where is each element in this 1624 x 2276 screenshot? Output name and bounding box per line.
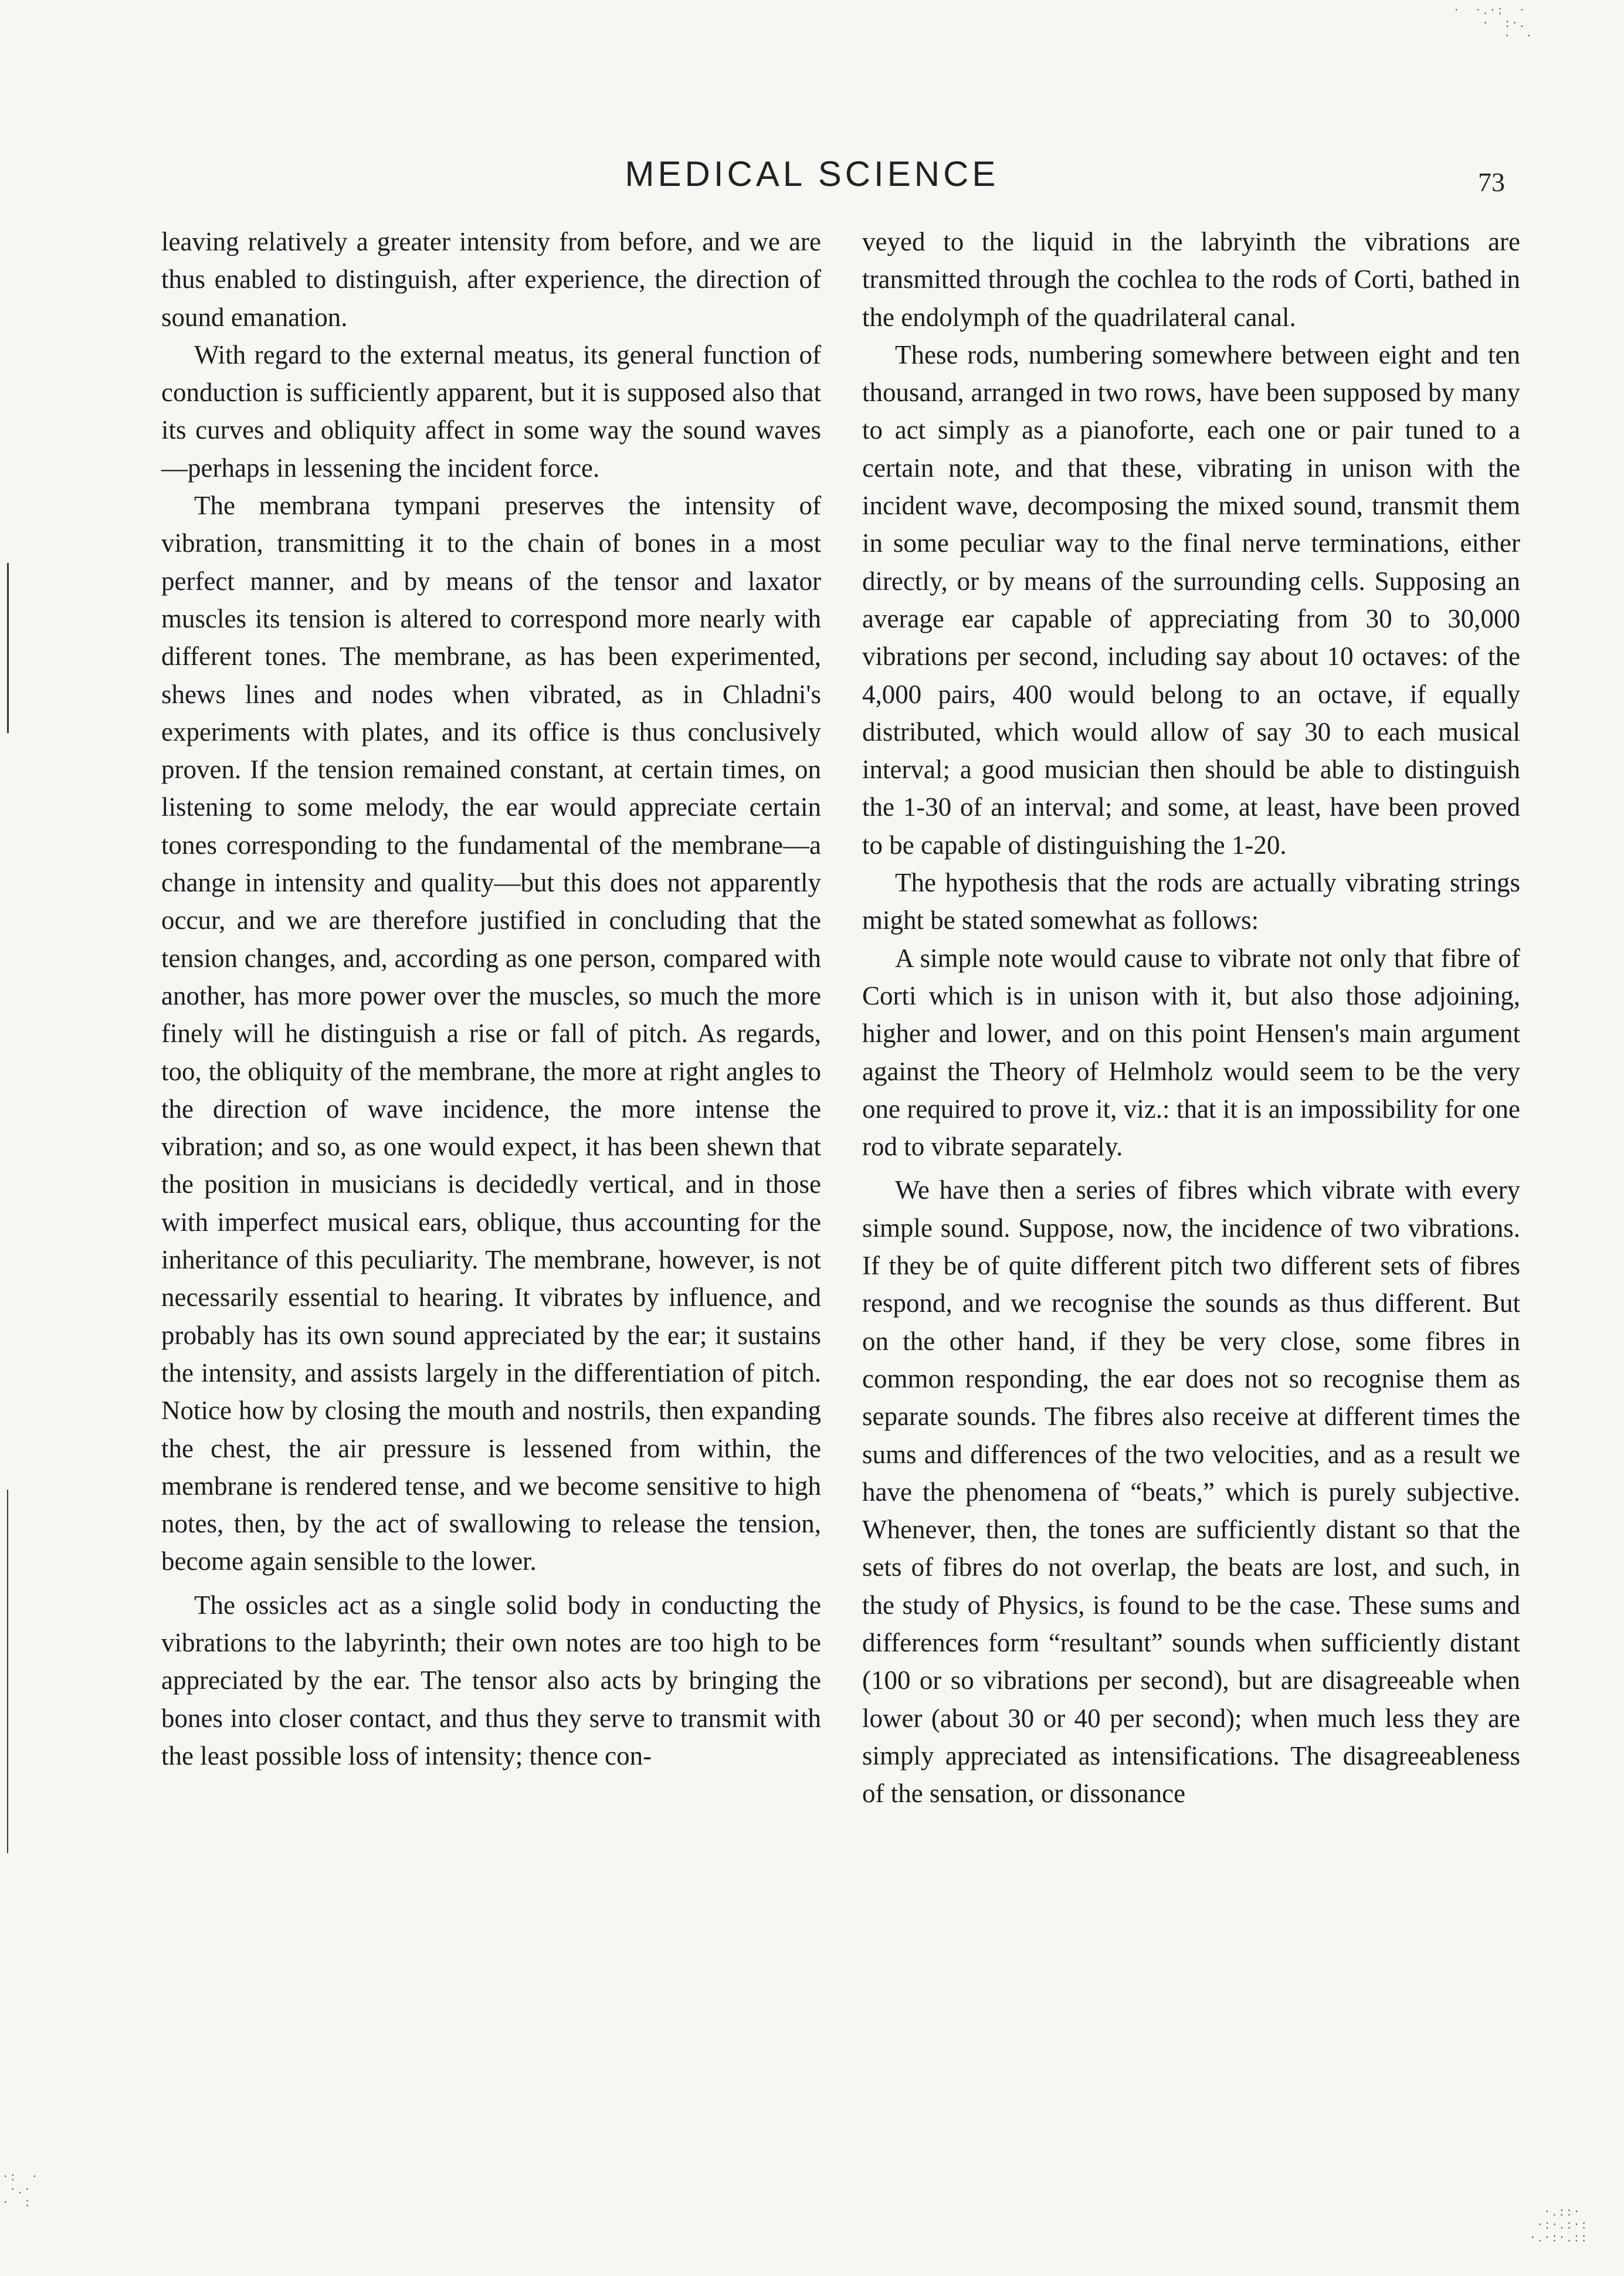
paragraph: The ossicles act as a single solid body in conducting the vibrations to the labyrinth; their own notes are too high to be appreciated by the ear. The tensor also acts by bringing the bones into closer contact, and thus they serve to transmit with the least possible loss of intensity; thence con-: [161, 1590, 821, 1770]
scan-specks-bottom-right: ·.::· ·:·.:·: ·.·:·.::: [1531, 2204, 1590, 2244]
paragraph: veyed to the liquid in the labryinth the vibrations are transmitted through the cochlea to the rods of Corti, bathed in the endolymph of the quadrilateral canal.: [862, 227, 1520, 332]
margin-mark: [7, 563, 9, 733]
paragraph: A simple note would cause to vibrate not only that fibre of Corti which is in unison with it, but also those adjoining, higher and lower, and on this point Hensen's main argument against the Theory of Helmholz would seem to be the very one required to prove it, viz.: that it is an impossibility for one rod to vibrate separately.: [862, 943, 1520, 1162]
scan-specks-bottom-left: ·: · ·.· · :: [4, 2169, 40, 2209]
paragraph: We have then a series of fibres which vibrate with every simple sound. Suppose, now, the incidence of two vibrations. If they be of quite different pitch two different sets of fibres respond, and we recognise the sounds as thus different. But on the other hand, if they be very close, some fibres in common responding, the ear does not so recognise them as separate sounds. The fibres also receive at different times the sums and differences of the two velocities, and as a result we have the phenomena of “beats,” which is purely subjective. Whenever, then, the tones are sufficiently distant so that the sets of fibres do not overlap, the beats are lost, and such, in the study of Physics, is found to be the case. These sums and differences form “resultant” sounds when sufficiently distant (100 or so vibrations per second), but are disagreeable when lower (about 30 or 40 per second); when much less they are simply appreciated as intensifications. The disagreeableness of the sensation, or dissonance: [862, 1175, 1520, 1809]
running-title: MEDICAL SCIENCE: [625, 154, 999, 194]
paragraph: These rods, numbering somewhere between eight and ten thousand, arranged in two rows, have been supposed by many to act simply as a pianoforte, each one or pair tuned to a certain note, and that these, vibrating in unison with the incident wave, decomposing the mixed sound, transmit them in some peculiar way to the final nerve terminations, either directly, or by means of the surrounding cells. Supposing an average ear capable of appreciating from 30 to 30,000 vibrations per second, including say about 10 octaves: of the 4,000 pairs, 400 would belong to an octave, if equally distributed, which would allow of say 30 to each musical interval; a good musician then should be able to distinguish the 1-30 of an interval; and some, at least, have been proved to be capable of distinguishing the 1-20.: [862, 340, 1520, 860]
margin-mark: [7, 1490, 8, 1853]
page-header: [0, 154, 1624, 201]
page-number: 73: [1478, 167, 1505, 197]
left-column: [161, 223, 821, 1775]
paragraph: leaving relatively a greater intensity from before, and we are thus enabled to distinguish, after experience, the direction of sound emanation.: [161, 227, 821, 332]
scan-specks-top-right: · ·.·: · · :·. · ·: [1455, 3, 1534, 43]
paragraph: With regard to the external meatus, its general function of conduction is sufficiently apparent, but it is supposed also that its curves and obliquity affect in some way the sound waves—perhaps in lessening the incident force.: [161, 340, 821, 483]
paragraph: The hypothesis that the rods are actually vibrating strings might be stated somewhat as follows:: [862, 868, 1520, 935]
right-column: [862, 223, 1520, 1812]
paragraph: The membrana tympani preserves the intensity of vibration, transmitting it to the chain of bones in a most perfect manner, and by means of the tensor and laxator muscles its tension is altered to correspond more nearly with different tones. The membrane, as has been experimented, shews lines and nodes when vibrated, as in Chladni's experiments with plates, and its office is thus conclusively proven. If the tension remained constant, at certain times, on listening to some melody, the ear would appreciate certain tones corresponding to the fundamental of the membrane—a change in intensity and quality—but this does not apparently occur, and we are therefore justified in concluding that the tension changes, and, according as one person, compared with another, has more power over the muscles, so much the more finely will he distinguish a rise or fall of pitch. As regards, too, the obliquity of the membrane, the more at right angles to the direction of wave incidence, the more intense the vibration; and so, as one would expect, it has been shewn that the position in musicians is decidedly vertical, and in those with imperfect musical ears, oblique, thus accounting for the inheritance of this peculiarity. The membrane, however, is not necessarily essential to hearing. It vibrates by influence, and probably has its own sound appreciated by the ear; it sustains the intensity, and assists largely in the differentiation of pitch. Notice how by closing the mouth and nostrils, then expanding the chest, the air pressure is lessened from within, the membrane is rendered tense, and we become sensitive to high notes, then, by the act of swallowing to release the tension, become again sensible to the lower.: [161, 491, 821, 1576]
